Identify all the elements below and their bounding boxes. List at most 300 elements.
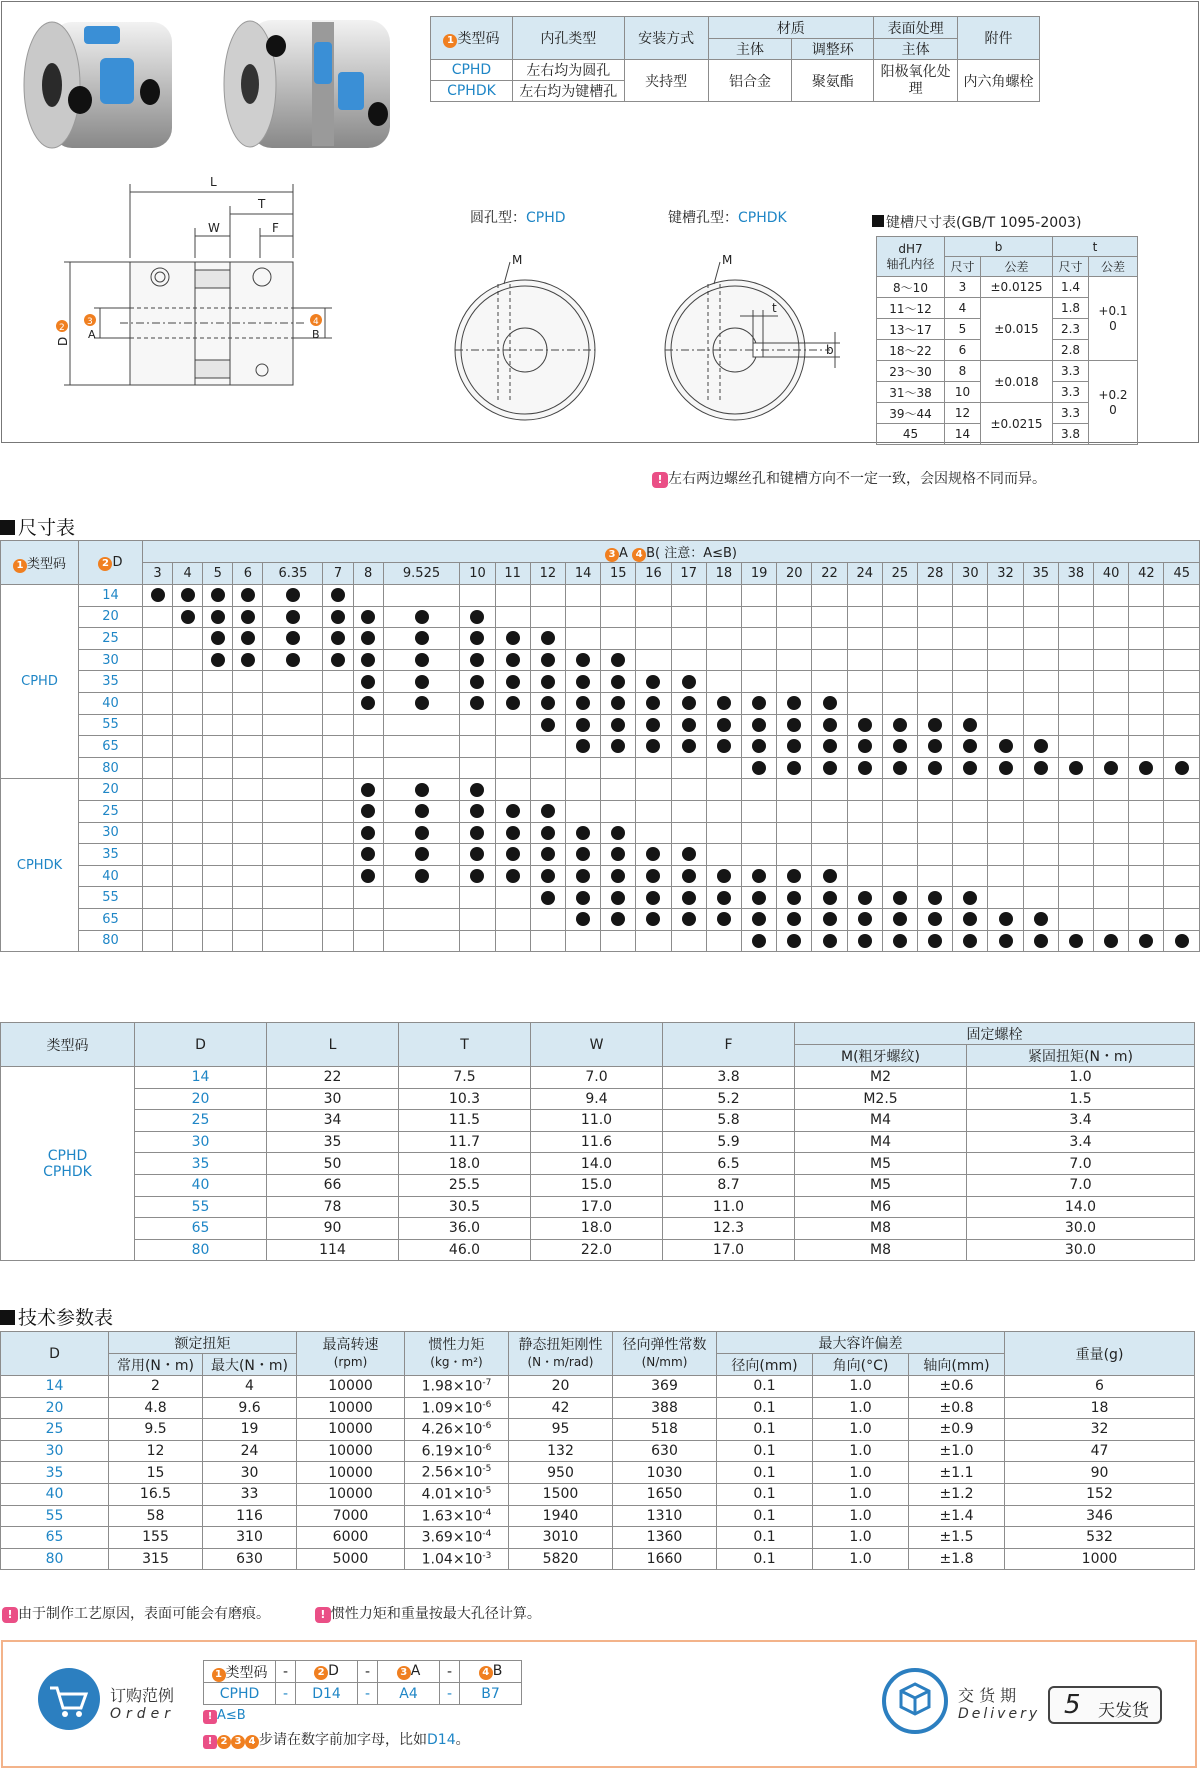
availability-dot	[646, 675, 660, 689]
dim-cell: 78	[267, 1196, 399, 1218]
size-cell	[847, 736, 882, 758]
size-cell	[353, 736, 383, 758]
availability-dot	[928, 718, 942, 732]
availability-dot	[1175, 761, 1189, 775]
size-cell	[953, 671, 988, 693]
dim-cell: 3.8	[663, 1067, 795, 1089]
availability-dot	[646, 912, 660, 926]
availability-dot	[858, 718, 872, 732]
size-cell	[882, 714, 917, 736]
size-cell	[742, 585, 777, 607]
dim-cell: M4	[795, 1131, 967, 1153]
size-cell	[918, 671, 953, 693]
kw-cell: 31～38	[877, 382, 945, 403]
availability-dot	[717, 718, 731, 732]
kw-th-t: t	[1053, 237, 1138, 257]
size-col-header: 7	[323, 563, 353, 585]
tech-cell: 0.1	[717, 1505, 813, 1527]
size-cell	[143, 865, 173, 887]
size-cell	[143, 779, 173, 801]
tech-th-radial: 径向(mm)	[717, 1354, 813, 1376]
marker-1: 1	[212, 1668, 226, 1682]
keyway-title-text: 键槽尺寸表(GB/T 1095-2003)	[886, 215, 1082, 231]
size-cell	[636, 779, 671, 801]
availability-dot	[506, 675, 520, 689]
size-cell	[706, 930, 741, 952]
size-row-d: 35	[79, 844, 143, 866]
tech-cell: 2	[109, 1376, 203, 1398]
size-cell	[777, 908, 812, 930]
size-col-header: 22	[812, 563, 847, 585]
dim-L: L	[210, 175, 217, 189]
size-group-code: CPHDK	[1, 779, 79, 952]
size-cell	[671, 736, 706, 758]
availability-dot	[241, 588, 255, 602]
dim-t: t	[772, 301, 777, 315]
th-accessory: 附件	[958, 17, 1040, 60]
size-cell	[953, 606, 988, 628]
tech-cell: 1.0	[813, 1462, 909, 1484]
size-cell	[495, 736, 530, 758]
size-cell	[742, 844, 777, 866]
size-th-a: A	[619, 545, 628, 561]
size-cell	[530, 844, 565, 866]
tech-cell: 47	[1005, 1440, 1195, 1462]
size-cell	[706, 779, 741, 801]
size-table	[0, 540, 1200, 1004]
size-cell	[353, 930, 383, 952]
size-cell	[565, 585, 600, 607]
size-cell	[671, 844, 706, 866]
tech-cell: 1.0	[813, 1397, 909, 1419]
availability-dot	[823, 869, 837, 883]
dim-cell: 30.0	[967, 1218, 1195, 1240]
size-col-header: 35	[1023, 563, 1058, 585]
size-cell	[671, 800, 706, 822]
size-cell	[882, 930, 917, 952]
kw-cell: 13～17	[877, 319, 945, 340]
inertia-exp: -6	[482, 1442, 492, 1453]
size-cell	[353, 887, 383, 909]
availability-dot	[415, 631, 429, 645]
availability-dot	[361, 653, 375, 667]
size-cell	[1094, 628, 1129, 650]
size-cell	[353, 714, 383, 736]
dim-cell: 11.6	[531, 1131, 663, 1153]
size-cell	[706, 606, 741, 628]
inertia-exp: -3	[482, 1550, 492, 1561]
size-cell	[953, 930, 988, 952]
size-row-d: 55	[79, 714, 143, 736]
tech-th-speed-unit: (rpm)	[333, 1354, 368, 1369]
size-cell	[777, 779, 812, 801]
kw-cell: 18～22	[877, 340, 945, 361]
size-cell	[1129, 800, 1164, 822]
size-cell	[847, 822, 882, 844]
size-col-header: 6.35	[263, 563, 323, 585]
tech-cell: 630	[613, 1440, 717, 1462]
availability-dot	[361, 847, 375, 861]
size-cell	[495, 865, 530, 887]
tech-cell: 518	[613, 1419, 717, 1441]
size-cell	[565, 844, 600, 866]
size-col-header: 28	[918, 563, 953, 585]
order-note-1-text: A≤B	[217, 1708, 246, 1723]
size-cell	[460, 714, 495, 736]
tech-cell: ±0.8	[909, 1397, 1005, 1419]
tech-cell: 346	[1005, 1505, 1195, 1527]
availability-dot	[286, 588, 300, 602]
size-row-d: 14	[79, 585, 143, 607]
size-cell	[812, 606, 847, 628]
availability-dot	[752, 696, 766, 710]
size-cell	[953, 822, 988, 844]
keyway-title	[872, 212, 1081, 232]
size-cell	[383, 757, 460, 779]
size-cell	[706, 757, 741, 779]
dim-cell: 9.4	[531, 1088, 663, 1110]
size-col-header: 12	[530, 563, 565, 585]
size-cell	[988, 714, 1023, 736]
size-cell	[988, 649, 1023, 671]
size-cell	[1058, 822, 1093, 844]
inertia-base: 1.63×10	[421, 1508, 483, 1525]
tech-cell: 15	[109, 1462, 203, 1484]
size-cell	[460, 822, 495, 844]
size-cell	[460, 844, 495, 866]
size-cell	[173, 779, 203, 801]
dim-cell: 30.5	[399, 1196, 531, 1218]
availability-dot	[717, 696, 731, 710]
dim-cell: 30	[267, 1088, 399, 1110]
availability-dot	[752, 869, 766, 883]
size-cell	[460, 908, 495, 930]
availability-dot	[858, 934, 872, 948]
size-row-d: 20	[79, 606, 143, 628]
size-cell	[565, 692, 600, 714]
size-cell	[671, 822, 706, 844]
availability-dot	[1034, 934, 1048, 948]
size-cell	[353, 800, 383, 822]
dim-cell: 18.0	[399, 1153, 531, 1175]
size-cell	[882, 692, 917, 714]
size-cell	[742, 930, 777, 952]
dim-cell: 25	[135, 1110, 267, 1132]
size-cell	[706, 714, 741, 736]
availability-dot	[646, 696, 660, 710]
cart-icon	[38, 1668, 100, 1730]
tech-cell: 10000	[297, 1419, 405, 1441]
tech-cell: 58	[109, 1505, 203, 1527]
size-row-d: 40	[79, 865, 143, 887]
size-cell	[323, 671, 353, 693]
dim-cell: M8	[795, 1218, 967, 1240]
tech-cell: 7000	[297, 1505, 405, 1527]
size-cell	[882, 822, 917, 844]
availability-dot	[470, 826, 484, 840]
size-cell	[1058, 887, 1093, 909]
size-cell	[918, 930, 953, 952]
size-cell	[203, 628, 233, 650]
size-cell	[383, 714, 460, 736]
dim-W: W	[208, 221, 220, 235]
size-cell	[918, 887, 953, 909]
size-col-header: 11	[495, 563, 530, 585]
size-cell	[323, 800, 353, 822]
tech-cell: 1360	[613, 1527, 717, 1549]
size-cell	[203, 930, 233, 952]
size-cell	[460, 757, 495, 779]
size-col-header: 32	[988, 563, 1023, 585]
availability-dot	[823, 739, 837, 753]
availability-dot	[415, 696, 429, 710]
size-cell	[918, 736, 953, 758]
note-marker: !	[315, 1607, 331, 1623]
tech-cell: 1500	[509, 1483, 613, 1505]
size-cell	[1023, 865, 1058, 887]
dim-cell: M6	[795, 1196, 967, 1218]
marker-2: 2	[217, 1735, 231, 1749]
size-cell	[263, 865, 323, 887]
inertia-base: 1.09×10	[421, 1400, 483, 1417]
size-cell	[530, 649, 565, 671]
availability-dot	[361, 675, 375, 689]
order-note-1	[203, 1708, 246, 1724]
size-cell	[953, 800, 988, 822]
size-cell	[143, 649, 173, 671]
size-cell	[1023, 800, 1058, 822]
size-cell	[812, 692, 847, 714]
dim-cell: 46.0	[399, 1239, 531, 1261]
size-cell	[143, 606, 173, 628]
availability-dot	[787, 739, 801, 753]
size-cell	[671, 908, 706, 930]
size-cell	[742, 649, 777, 671]
size-cell	[847, 844, 882, 866]
size-cell	[1058, 908, 1093, 930]
tech-cell: 14	[1, 1376, 109, 1398]
size-cell	[565, 606, 600, 628]
availability-dot	[963, 891, 977, 905]
availability-dot	[682, 847, 696, 861]
dim-cell: M5	[795, 1153, 967, 1175]
size-cell	[143, 757, 173, 779]
size-row-d: 25	[79, 800, 143, 822]
size-cell	[1023, 606, 1058, 628]
availability-dot	[415, 610, 429, 624]
dim-cell: M2	[795, 1067, 967, 1089]
kw-th-t-size: 尺寸	[1053, 257, 1089, 277]
order-h-type: 类型码	[225, 1664, 268, 1681]
size-cell	[495, 606, 530, 628]
size-cell	[530, 692, 565, 714]
size-cell	[671, 865, 706, 887]
size-th-b: B	[646, 545, 655, 561]
tech-th-speed	[297, 1332, 405, 1376]
size-cell	[383, 908, 460, 930]
size-cell	[1094, 800, 1129, 822]
size-cell	[323, 649, 353, 671]
availability-dot	[858, 761, 872, 775]
tech-cell: 33	[203, 1483, 297, 1505]
size-cell	[233, 865, 263, 887]
tech-cell: 90	[1005, 1462, 1195, 1484]
size-col-header: 25	[882, 563, 917, 585]
size-cell	[777, 800, 812, 822]
kw-cell: 3.3	[1053, 382, 1089, 403]
size-cell	[882, 736, 917, 758]
availability-dot	[999, 912, 1013, 926]
size-cell	[742, 628, 777, 650]
dim-cell: 7.0	[531, 1067, 663, 1089]
availability-dot	[787, 718, 801, 732]
size-cell	[777, 671, 812, 693]
availability-dot	[241, 653, 255, 667]
size-cell	[495, 671, 530, 693]
order-h-b: B	[492, 1663, 503, 1679]
availability-dot	[893, 934, 907, 948]
size-cell	[323, 844, 353, 866]
size-cell	[1023, 908, 1058, 930]
kw-cell: 39～44	[877, 403, 945, 424]
order-val-a: A4	[378, 1683, 440, 1705]
size-cell	[530, 930, 565, 952]
size-cell	[706, 628, 741, 650]
availability-dot	[415, 653, 429, 667]
availability-dot	[823, 718, 837, 732]
availability-dot	[611, 653, 625, 667]
size-cell	[323, 736, 353, 758]
size-cell	[1129, 692, 1164, 714]
tech-cell: 310	[203, 1527, 297, 1549]
dim-th-h_torque: 紧固扭矩(N・m)	[967, 1045, 1195, 1067]
size-cell	[1164, 692, 1200, 714]
dim-M-round: M	[512, 253, 523, 267]
size-cell	[263, 844, 323, 866]
tech-cell: 950	[509, 1462, 613, 1484]
size-cell	[1094, 887, 1129, 909]
availability-dot	[717, 869, 731, 883]
size-cell	[671, 714, 706, 736]
size-cell	[777, 887, 812, 909]
availability-dot	[893, 718, 907, 732]
dim-cell: 3.4	[967, 1131, 1195, 1153]
availability-dot	[858, 891, 872, 905]
size-cell	[988, 757, 1023, 779]
kw-t-tol-2: +0.2 0	[1089, 361, 1138, 445]
tech-cell: 155	[109, 1527, 203, 1549]
size-cell	[706, 649, 741, 671]
inertia-base: 3.69×10	[421, 1529, 483, 1546]
tech-th-max: 最大(N・m)	[203, 1354, 297, 1376]
size-cell	[812, 714, 847, 736]
tech-title-text: 技术参数表	[18, 1307, 114, 1329]
availability-dot	[361, 610, 375, 624]
size-cell	[812, 908, 847, 930]
size-cell	[601, 822, 636, 844]
dim-cell: 7.5	[399, 1067, 531, 1089]
tech-th-spring-label: 径向弹性常数	[622, 1336, 707, 1353]
size-cell	[263, 671, 323, 693]
availability-dot	[541, 847, 555, 861]
inertia-exp: -5	[482, 1464, 492, 1475]
dim-cell: 7.0	[967, 1153, 1195, 1175]
availability-dot	[752, 912, 766, 926]
size-cell	[1058, 844, 1093, 866]
size-cell	[565, 757, 600, 779]
size-cell	[495, 822, 530, 844]
availability-dot	[541, 826, 555, 840]
availability-dot	[611, 891, 625, 905]
delivery-icon	[882, 1668, 948, 1734]
size-cell	[203, 800, 233, 822]
size-cell	[882, 800, 917, 822]
dim-cell: 55	[135, 1196, 267, 1218]
size-cell	[988, 692, 1023, 714]
size-cell	[383, 628, 460, 650]
size-cell	[706, 585, 741, 607]
size-cell	[1129, 585, 1164, 607]
size-cell	[671, 671, 706, 693]
tech-th-angle: 角向(°C)	[813, 1354, 909, 1376]
kw-cell: 8～10	[877, 277, 945, 298]
tech-cell: ±0.6	[909, 1376, 1005, 1398]
kw-cell: 3	[945, 277, 981, 298]
size-cell	[988, 844, 1023, 866]
availability-dot	[361, 631, 375, 645]
size-cell	[495, 649, 530, 671]
tech-cell: 1.0	[813, 1505, 909, 1527]
size-cell	[203, 585, 233, 607]
tech-cell: 10000	[297, 1462, 405, 1484]
tech-cell: 5820	[509, 1548, 613, 1570]
size-cell	[530, 714, 565, 736]
size-cell	[918, 844, 953, 866]
size-cell	[383, 606, 460, 628]
size-cell	[812, 800, 847, 822]
size-cell	[1023, 779, 1058, 801]
size-cell	[918, 822, 953, 844]
availability-dot	[506, 847, 520, 861]
size-th-type: 类型码	[26, 556, 66, 572]
availability-dot	[1104, 761, 1118, 775]
size-cell	[530, 757, 565, 779]
marker-2: 2	[98, 557, 112, 571]
tech-cell: 0.1	[717, 1548, 813, 1570]
availability-dot	[286, 610, 300, 624]
kw-th-bore: dH7 轴孔内径	[877, 237, 945, 277]
kw-cell: 12	[945, 403, 981, 424]
size-cell	[777, 757, 812, 779]
dim-cell: M8	[795, 1239, 967, 1261]
size-cell	[173, 757, 203, 779]
size-cell	[530, 822, 565, 844]
size-cell	[530, 887, 565, 909]
size-cell	[530, 800, 565, 822]
size-cell	[777, 628, 812, 650]
dim-cell: 11.5	[399, 1110, 531, 1132]
availability-dot	[823, 696, 837, 710]
availability-dot	[241, 631, 255, 645]
size-cell	[671, 585, 706, 607]
size-cell	[706, 800, 741, 822]
tech-note-1: 由于制作工艺原因，表面可能会有磨痕。	[18, 1606, 270, 1622]
tech-cell: 132	[509, 1440, 613, 1462]
size-row-d: 30	[79, 822, 143, 844]
availability-dot	[361, 826, 375, 840]
tech-th-normal: 常用(N・m)	[109, 1354, 203, 1376]
dim-cell: 35	[267, 1131, 399, 1153]
